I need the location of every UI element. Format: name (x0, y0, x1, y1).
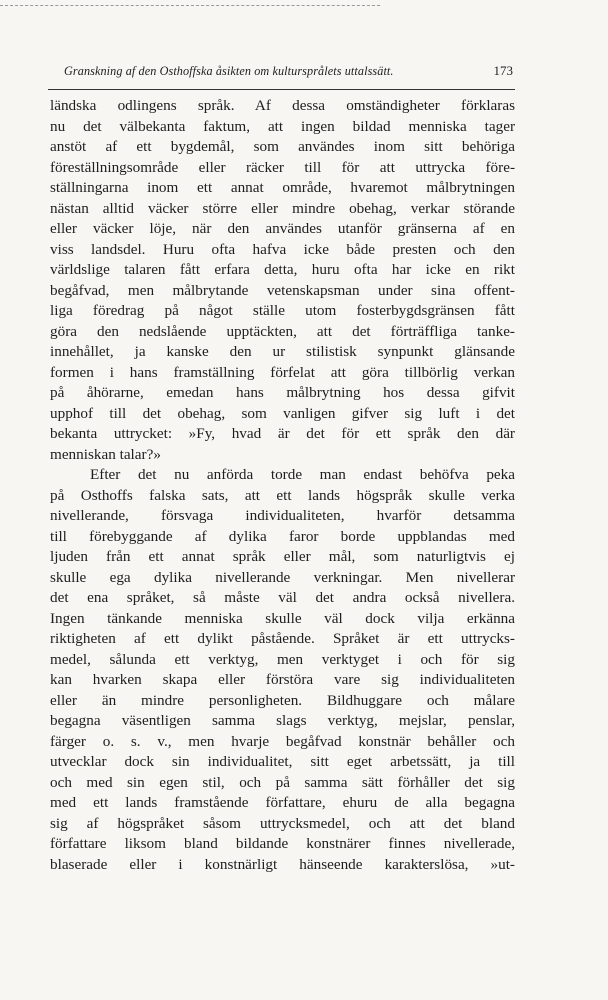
text-line: bekanta uttrycket: »Fy, hvad är det för ett språk den där (50, 425, 515, 442)
text-line: med ett lands framstående författare, ehuru de alla begagna (50, 794, 515, 811)
text-line: göra den nedslående upptäckten, att det förträffliga tanke- (50, 322, 515, 340)
text-line: på Osthoffs falska sats, att ett lands högspråk skulle verka (50, 486, 515, 504)
text-line: ställningarna inom ett annat område, hvaremot målbrytningen (50, 179, 515, 196)
text-line: till förebyggande af dylika faror borde uppblandas med (50, 527, 515, 545)
text-line: föreställningsområde eller räcker till för att uttrycka före- (50, 158, 515, 176)
text-line: liga föredrag på något ställe utom fosterbygdsgränsen fått (50, 302, 515, 319)
text-line: Efter det nu anförda torde man endast behöfva peka (90, 466, 515, 483)
text-line: skulle ega dylika nivellerande verkningar. Men nivellerar (50, 568, 515, 586)
text-line: färger o. s. v., men hvarje begåfvad konstnär behåller och (50, 732, 515, 750)
text-line: Ingen tänkande menniska skulle väl dock vilja erkänna (50, 609, 515, 627)
paragraph (50, 465, 515, 875)
text-line: medel, sålunda ett verktyg, men verktyget i och för sig (50, 650, 515, 668)
text-line: det ena språket, så måste väl det andra också nivellera. (50, 589, 515, 606)
text-line: innehållet, ja kanske den ur stilistisk synpunkt glänsande (50, 343, 515, 360)
text-line: eller än mindre personligheten. Bildhuggare och målare (50, 691, 515, 709)
text-line: blaserade eller i konstnärligt hänseende karakterslösa, »ut- (50, 855, 515, 873)
text-line: kan hvarken skapa eller förstöra vare sig individualiteten (50, 671, 515, 688)
text-line: upphof till det obehag, som vanligen gifver sig luft i det (50, 404, 515, 422)
text-line: menniskan talar?» (50, 445, 161, 463)
text-line: begagna väsentligen samma slags verktyg, mejslar, penslar, (50, 712, 515, 729)
text-line: eller väcker löje, när den användes utanför gränserna af en (50, 220, 515, 237)
text-line: riktigheten af ett dylikt påstående. Språket är ett uttrycks- (50, 630, 515, 647)
page-number: 173 (493, 63, 513, 78)
text-line: ljuden från ett annat språk eller mål, som naturligtvis ej (50, 548, 515, 565)
page-header (60, 62, 515, 84)
text-line: författare liksom bland bildande konstnärer finnes nivellerade, (50, 835, 515, 852)
paragraph (50, 96, 515, 465)
text-line: ländska odlingens språk. Af dessa omständigheter förklaras (50, 97, 515, 114)
body-text (50, 96, 515, 875)
text-line: utvecklar dock sin individualitet, sitt eget arbetssätt, ja till (50, 753, 515, 770)
scan-edge-rule (0, 5, 380, 6)
text-line: nästan alltid väcker större eller mindre obehag, verkar störande (50, 199, 515, 217)
text-line: sig af högspråket såsom uttrycksmedel, och att det bland (50, 814, 515, 832)
text-line: viss landsdel. Huru ofta hafva icke både presten och den (50, 240, 515, 258)
text-line: anstöt af ett bygdemål, som användes inom sitt behöriga (50, 138, 515, 155)
text-line: formen i hans framställning förfelat att göra tillbörlig verkan (50, 363, 515, 381)
text-line: och med sin egen stil, och på samma sätt förhåller det sig (50, 773, 515, 791)
running-head: Granskning af den Osthoffska åsikten om kultursprålets uttalssätt. (64, 64, 394, 78)
text-line: nivellerande, försvaga individualiteten, hvarför detsamma (50, 507, 515, 524)
text-line: nu det välbekanta faktum, att ingen bildad menniska tager (50, 117, 515, 135)
text-line: begåfvad, men målbrytande vetenskapsman under sina offent- (50, 281, 515, 299)
text-line: på åhörarne, emedan hans målbrytning hos dessa gifvit (50, 384, 515, 401)
header-rule (48, 89, 515, 90)
text-line: världslige talaren fått erfara detta, huru ofta har icke en rikt (50, 261, 515, 278)
